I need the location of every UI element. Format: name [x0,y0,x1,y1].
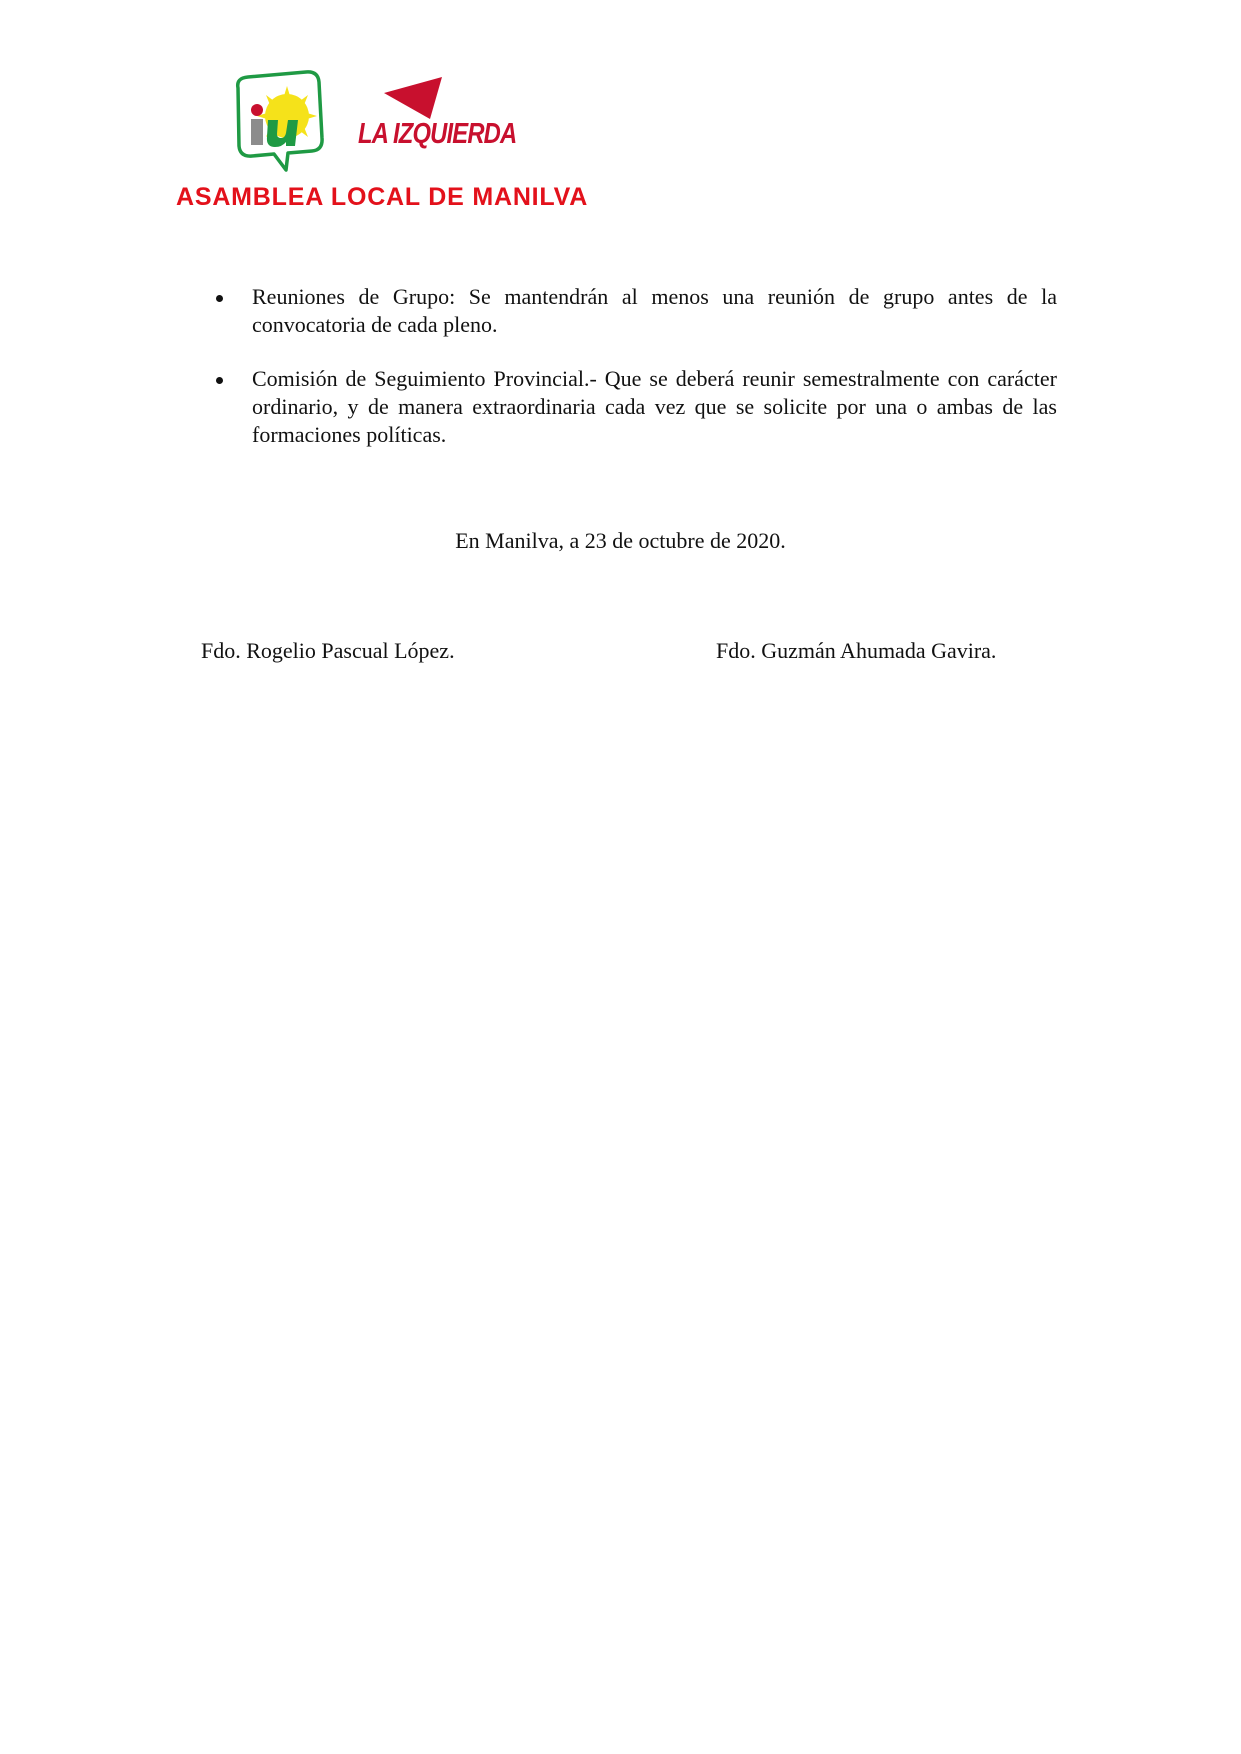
la-izquierda-logo-text: LA IZQUIERDA [358,118,517,150]
assembly-title: ASAMBLEA LOCAL DE MANILVA [176,183,589,211]
bullet-icon [216,377,223,384]
bullet-list [214,283,1057,475]
signature-right: Fdo. Guzmán Ahumada Gavira. [716,638,997,663]
bullet-item-provincial-commission [214,365,1057,449]
signature-left: Fdo. Rogelio Pascual López. [201,638,455,663]
bullet-icon [216,295,223,302]
date-text: En Manilva, a 23 de octubre de 2020. [455,528,786,553]
bullet-text: Comisión de Seguimiento Provincial.- Que se deberá reunir semestralmente con carácter ordinario, y de manera extraordinaria cada vez que se solicite por una o ambas de las formaciones políticas. [252,366,1057,447]
date-line [0,527,1241,555]
bullet-text: Reuniones de Grupo: Se mantendrán al menos una reunión de grupo antes de la convocatoria de cada pleno. [252,284,1057,337]
iu-logo [226,70,336,180]
bullet-item-group-meetings [214,283,1057,339]
letterhead [172,70,632,220]
